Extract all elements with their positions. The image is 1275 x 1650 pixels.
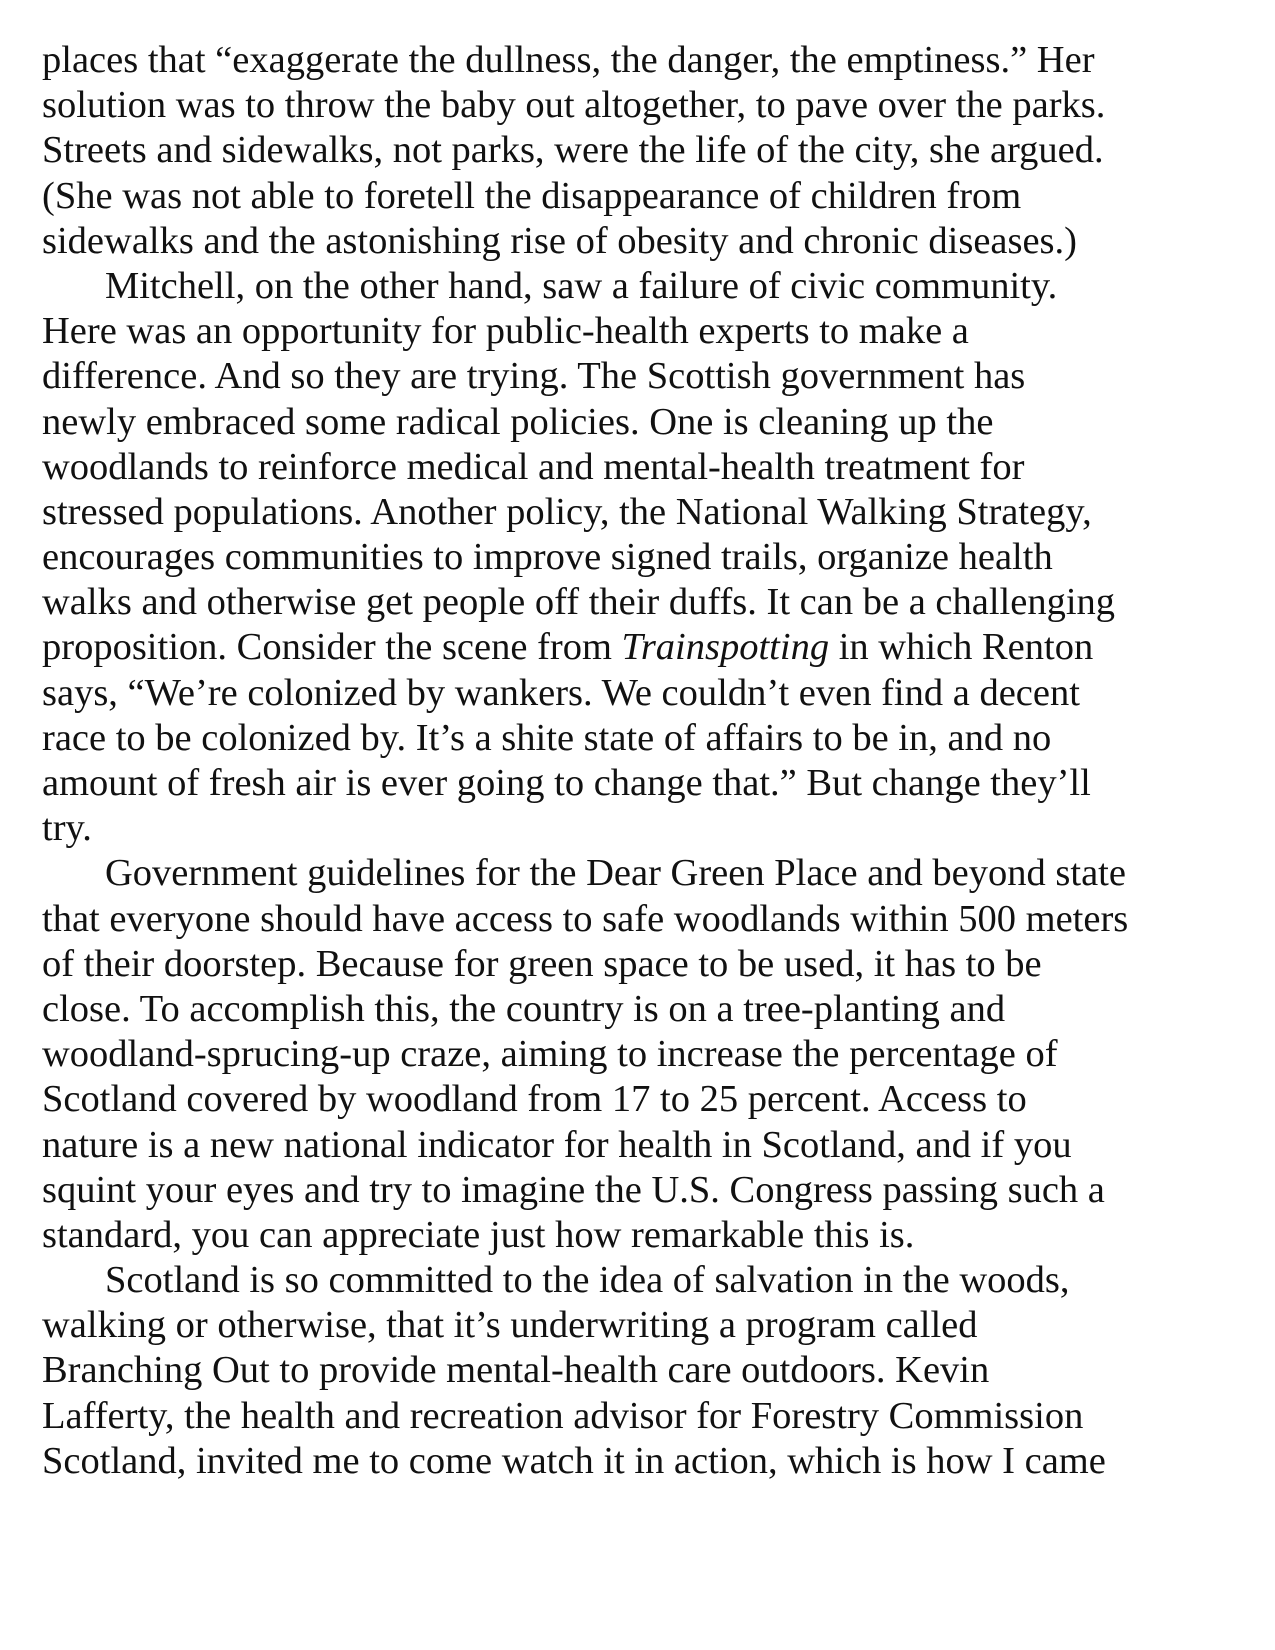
text-line: solution was to throw the baby out altogether, to pave over the parks. bbox=[42, 84, 1106, 127]
text-line: places that “exaggerate the dullness, the danger, the emptiness.” Her bbox=[42, 39, 1095, 81]
text-line: Branching Out to provide mental-health care outdoors. Kevin bbox=[42, 1349, 990, 1392]
text-line: woodland-sprucing-up craze, aiming to increase the percentage of bbox=[42, 1033, 1058, 1076]
text-line: sidewalks and the astonishing rise of obesity and chronic diseases.) bbox=[42, 219, 1077, 262]
text-line: newly embraced some radical policies. One is cleaning up the bbox=[42, 400, 994, 443]
paragraph-4 bbox=[42, 1258, 1242, 1484]
text-line: of their doorstep. Because for green space to be used, it has to be bbox=[42, 942, 1042, 985]
text-line: nature is a new national indicator for health in Scotland, and if you bbox=[42, 1123, 1072, 1166]
text-segment: proposition. Consider the scene from bbox=[42, 626, 622, 669]
text-line: Mitchell, on the other hand, saw a failure of civic community. bbox=[105, 264, 1058, 307]
text-line: difference. And so they are trying. The Scottish government has bbox=[42, 355, 1026, 398]
text-line: woodlands to reinforce medical and mental-health treatment for bbox=[42, 445, 1025, 488]
text-line: Streets and sidewalks, not parks, were the life of the city, she argued. bbox=[42, 129, 1104, 172]
book-title-italic: Trainspotting bbox=[621, 626, 830, 669]
paragraph-3 bbox=[42, 851, 1242, 1258]
text-line: amount of fresh air is ever going to change that.” But change they’ll bbox=[42, 762, 1091, 804]
paragraph-1 bbox=[42, 38, 1242, 264]
text-line bbox=[42, 625, 1242, 670]
text-line: standard, you can appreciate just how remarkable this is. bbox=[42, 1213, 915, 1256]
text-line: stressed populations. Another policy, the National Walking Strategy, bbox=[42, 490, 1092, 533]
text-line: squint your eyes and try to imagine the U.S. Congress passing such a bbox=[42, 1168, 1105, 1211]
text-line: try. bbox=[42, 807, 92, 850]
text-line: walking or otherwise, that it’s underwriting a program called bbox=[42, 1304, 978, 1347]
text-line: (She was not able to foretell the disappearance of children from bbox=[42, 174, 1022, 217]
text-line: close. To accomplish this, the country is on a tree-planting and bbox=[42, 987, 1006, 1030]
text-line: race to be colonized by. It’s a shite state of affairs to be in, and no bbox=[42, 716, 1052, 759]
text-line: Scotland is so committed to the idea of salvation in the woods, bbox=[105, 1259, 1070, 1302]
text-line: walks and otherwise get people off their duffs. It can be a challenging bbox=[42, 581, 1116, 624]
text-segment: in which Renton bbox=[829, 626, 1094, 669]
text-line: encourages communities to improve signed trails, organize health bbox=[42, 536, 1053, 579]
text-line: that everyone should have access to safe woodlands within 500 meters bbox=[42, 897, 1129, 940]
text-line: Lafferty, the health and recreation advisor for Forestry Commission bbox=[42, 1394, 1084, 1437]
paragraph-2 bbox=[42, 264, 1242, 851]
text-line: Scotland, invited me to come watch it in action, which is how I came bbox=[42, 1439, 1106, 1482]
text-line: Scotland covered by woodland from 17 to 25 percent. Access to bbox=[42, 1078, 1027, 1121]
text-line: Here was an opportunity for public-health experts to make a bbox=[42, 310, 969, 353]
text-line: says, “We’re colonized by wankers. We couldn’t even find a decent bbox=[42, 671, 1080, 714]
document-page bbox=[42, 38, 1242, 1484]
text-line: Government guidelines for the Dear Green Place and beyond state bbox=[105, 852, 1126, 895]
